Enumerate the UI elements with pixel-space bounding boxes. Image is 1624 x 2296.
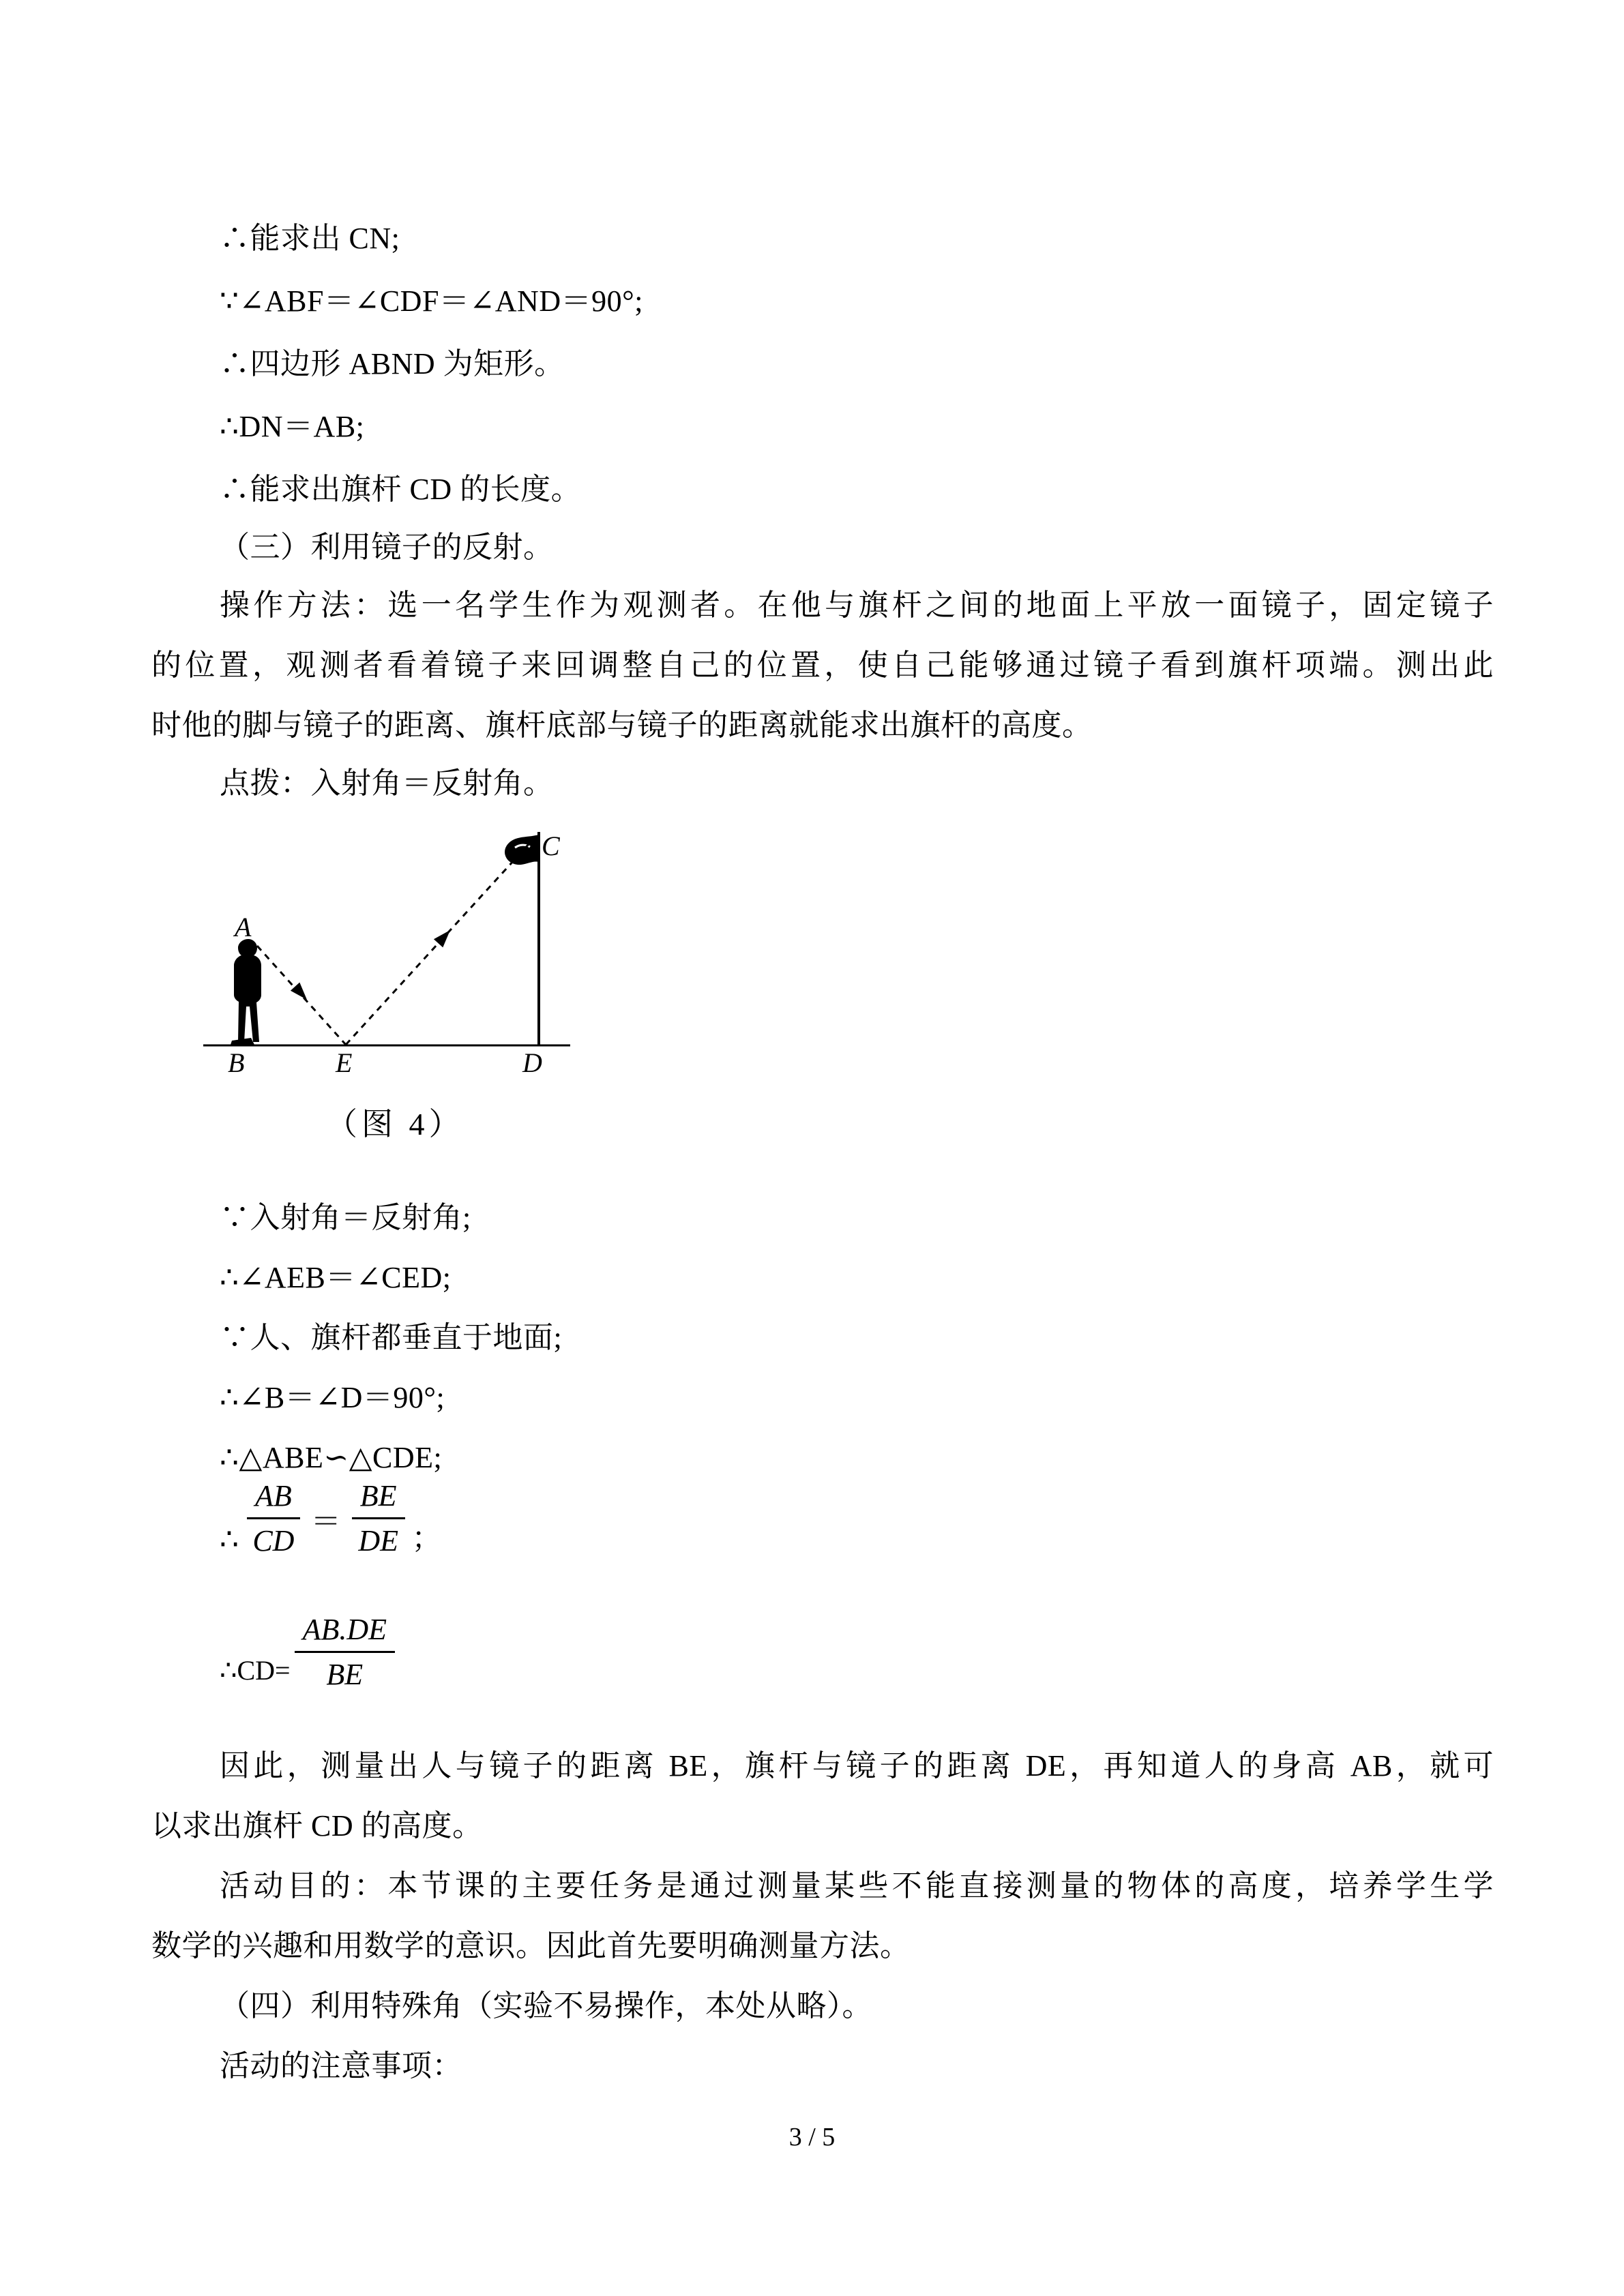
section-heading: （三）利用镜子的反射。 bbox=[220, 531, 554, 564]
proof-line: ∴DN＝AB; bbox=[220, 410, 365, 443]
arrowhead-toward-E bbox=[291, 983, 312, 1004]
proof-line: ∵人、旗杆都垂直于地面; bbox=[220, 1321, 563, 1354]
paragraph-line: 以求出旗杆 CD 的高度。 bbox=[151, 1809, 483, 1843]
paragraph-line: 活动目的：本节课的主要任务是通过测量某些不能直接测量的物体的高度，培养学生学 bbox=[220, 1869, 1494, 1903]
paragraph-line: 时他的脚与镜子的距离、旗杆底部与镜子的距离就能求出旗杆的高度。 bbox=[151, 709, 1093, 742]
therefore-cd-equals: ∴CD= bbox=[220, 1655, 291, 1686]
proof-line: ∴△ABE∽△CDE; bbox=[220, 1441, 443, 1474]
proof-line: ∴∠AEB＝∠CED; bbox=[220, 1261, 452, 1294]
figure-label-C: C bbox=[542, 831, 560, 861]
therefore-symbol: ∴ bbox=[220, 1523, 239, 1556]
ratio-formula bbox=[220, 1478, 442, 1558]
figure-mirror-reflection-diagram bbox=[191, 825, 573, 1088]
proof-line: ∴能求出旗杆 CD 的长度。 bbox=[220, 473, 582, 506]
figure-label-A: A bbox=[235, 912, 252, 942]
proof-line: ∵∠ABF＝∠CDF＝∠AND＝90°; bbox=[220, 284, 643, 318]
fraction-numerator: AB bbox=[247, 1478, 300, 1519]
figure-caption: （图 4） bbox=[326, 1107, 464, 1142]
paragraph-line: 的位置，观测者看着镜子来回调整自己的位置，使自己能够通过镜子看到旗杆项端。测出此 bbox=[151, 648, 1494, 682]
fraction-AB-CD bbox=[247, 1478, 300, 1558]
equals-sign: ＝ bbox=[310, 1504, 341, 1538]
figure-label-E: E bbox=[336, 1047, 353, 1078]
fraction-denominator: BE bbox=[326, 1658, 364, 1691]
fraction-denominator: CD bbox=[252, 1524, 295, 1557]
fraction-denominator: DE bbox=[358, 1524, 398, 1557]
fraction-BE-DE bbox=[352, 1478, 405, 1558]
fraction-numerator: BE bbox=[352, 1478, 405, 1519]
paragraph-line: 因此，测量出人与镜子的距离 BE，旗杆与镜子的距离 DE，再知道人的身高 AB，就可 bbox=[220, 1749, 1494, 1783]
proof-line: ∴∠B＝∠D＝90°; bbox=[220, 1381, 445, 1414]
fraction-numerator: AB.DE bbox=[295, 1612, 395, 1653]
paragraph-line: 数学的兴趣和用数学的意识。因此首先要明确测量方法。 bbox=[151, 1929, 911, 1963]
page-number: 3 / 5 bbox=[788, 2123, 836, 2151]
paragraph-line: 操作方法：选一名学生作为观测者。在他与旗杆之间的地面上平放一面镜子，固定镜子 bbox=[220, 588, 1494, 622]
figure-label-B: B bbox=[228, 1047, 245, 1078]
proof-line: ∴能求出 CN; bbox=[220, 222, 400, 255]
semicolon: ； bbox=[411, 1521, 442, 1555]
notes-heading: 活动的注意事项： bbox=[220, 2049, 462, 2083]
section-heading: （四）利用特殊角（实验不易操作，本处从略）。 bbox=[220, 1989, 872, 2023]
figure-label-D: D bbox=[522, 1047, 542, 1078]
cd-result-formula bbox=[220, 1612, 395, 1692]
fraction-ABDE-BE bbox=[295, 1612, 395, 1692]
observer-person-silhouette bbox=[234, 939, 261, 1042]
proof-line: ∴四边形 ABND 为矩形。 bbox=[220, 347, 565, 381]
proof-line: ∵入射角＝反射角; bbox=[220, 1201, 471, 1234]
hint-line: 点拨：入射角＝反射角。 bbox=[220, 766, 554, 800]
